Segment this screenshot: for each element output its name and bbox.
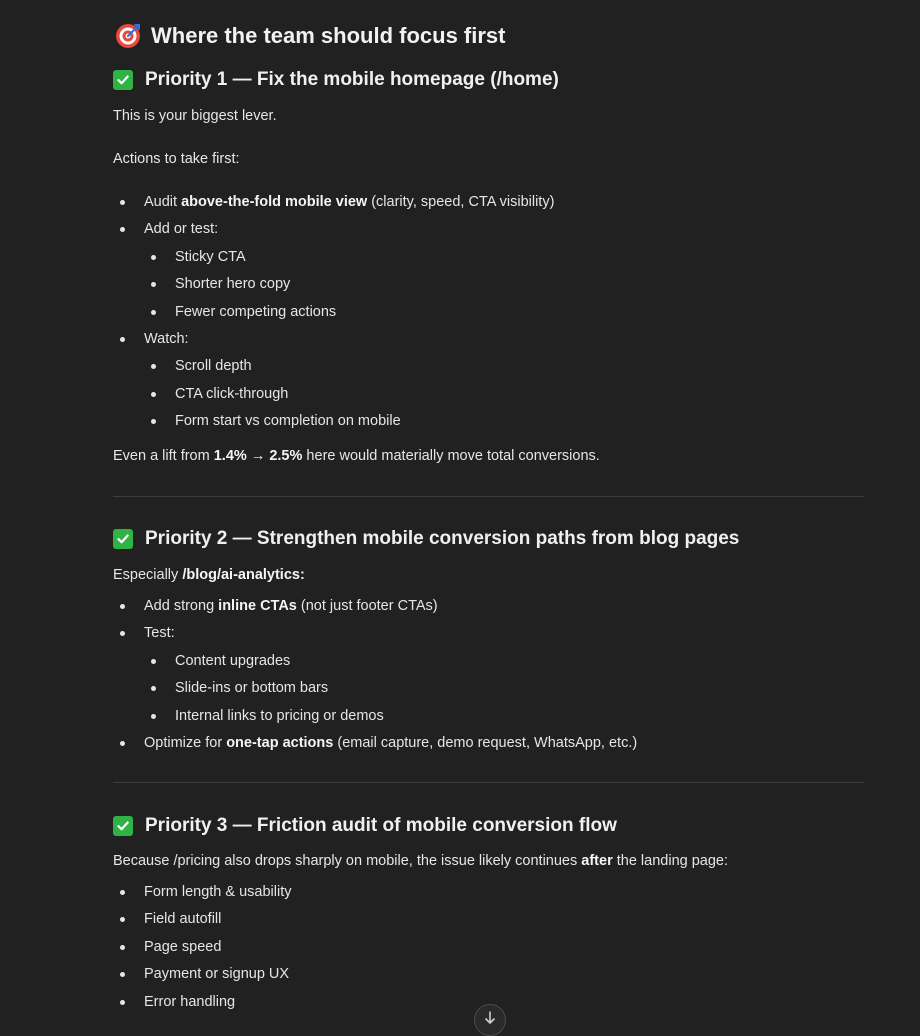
priority-1-title: Priority 1 — Fix the mobile homepage (/home) — [145, 69, 559, 90]
list-item: Content upgrades — [113, 651, 865, 678]
list-item: Watch: — [113, 329, 865, 356]
check-icon — [113, 816, 133, 836]
list-item: Slide-ins or bottom bars — [113, 678, 865, 705]
list-item: Audit above-the-fold mobile view (clarity, speed, CTA visibility) — [113, 192, 865, 219]
list-item: Test: — [113, 623, 865, 650]
scroll-to-bottom-button[interactable] — [474, 1004, 506, 1036]
priority-3-heading — [113, 812, 617, 840]
list-item: Payment or signup UX — [113, 964, 865, 991]
list-item: Field autofill — [113, 909, 865, 936]
priority-2-heading — [113, 525, 739, 553]
list-item: Optimize for one-tap actions (email capture, demo request, WhatsApp, etc.) — [113, 733, 865, 760]
check-icon — [113, 529, 133, 549]
actions-label: Actions to take first: — [113, 151, 240, 167]
lift-note: Even a lift from 1.4% → 2.5% here would materially move total conversions. — [113, 448, 600, 464]
list-item: Fewer competing actions — [113, 302, 865, 329]
list-item: Add or test: — [113, 219, 865, 246]
list-item: Error handling — [113, 992, 865, 1019]
because-line: Because /pricing also drops sharply on mobile, the issue likely continues after the landing page: — [113, 853, 729, 869]
main-heading — [115, 18, 506, 54]
list-item: Page speed — [113, 937, 865, 964]
priority-3-list — [113, 882, 865, 1019]
check-icon — [113, 70, 133, 90]
list-item: CTA click-through — [113, 384, 865, 411]
list-item: Internal links to pricing or demos — [113, 706, 865, 733]
divider — [113, 496, 864, 497]
target-icon — [115, 23, 141, 49]
arrow-down-icon — [483, 1011, 497, 1030]
priority-2-title: Priority 2 — Strengthen mobile conversion paths from blog pages — [145, 528, 740, 549]
list-item: Scroll depth — [113, 356, 865, 383]
list-item: Sticky CTA — [113, 247, 865, 274]
divider — [113, 782, 864, 783]
priority-1-heading — [113, 66, 559, 94]
priority-1-list — [113, 192, 865, 439]
list-item: Shorter hero copy — [113, 274, 865, 301]
list-item: Form length & usability — [113, 882, 865, 909]
priority-1-intro: This is your biggest lever. — [113, 108, 277, 124]
priority-2-list — [113, 596, 865, 760]
list-item: Form start vs completion on mobile — [113, 411, 865, 438]
list-item: Add strong inline CTAs (not just footer CTAs) — [113, 596, 865, 623]
especially-line: Especially /blog/ai-analytics: — [113, 567, 305, 583]
priority-3-title: Priority 3 — Friction audit of mobile conversion flow — [145, 815, 617, 836]
main-heading-text: Where the team should focus first — [151, 23, 506, 48]
